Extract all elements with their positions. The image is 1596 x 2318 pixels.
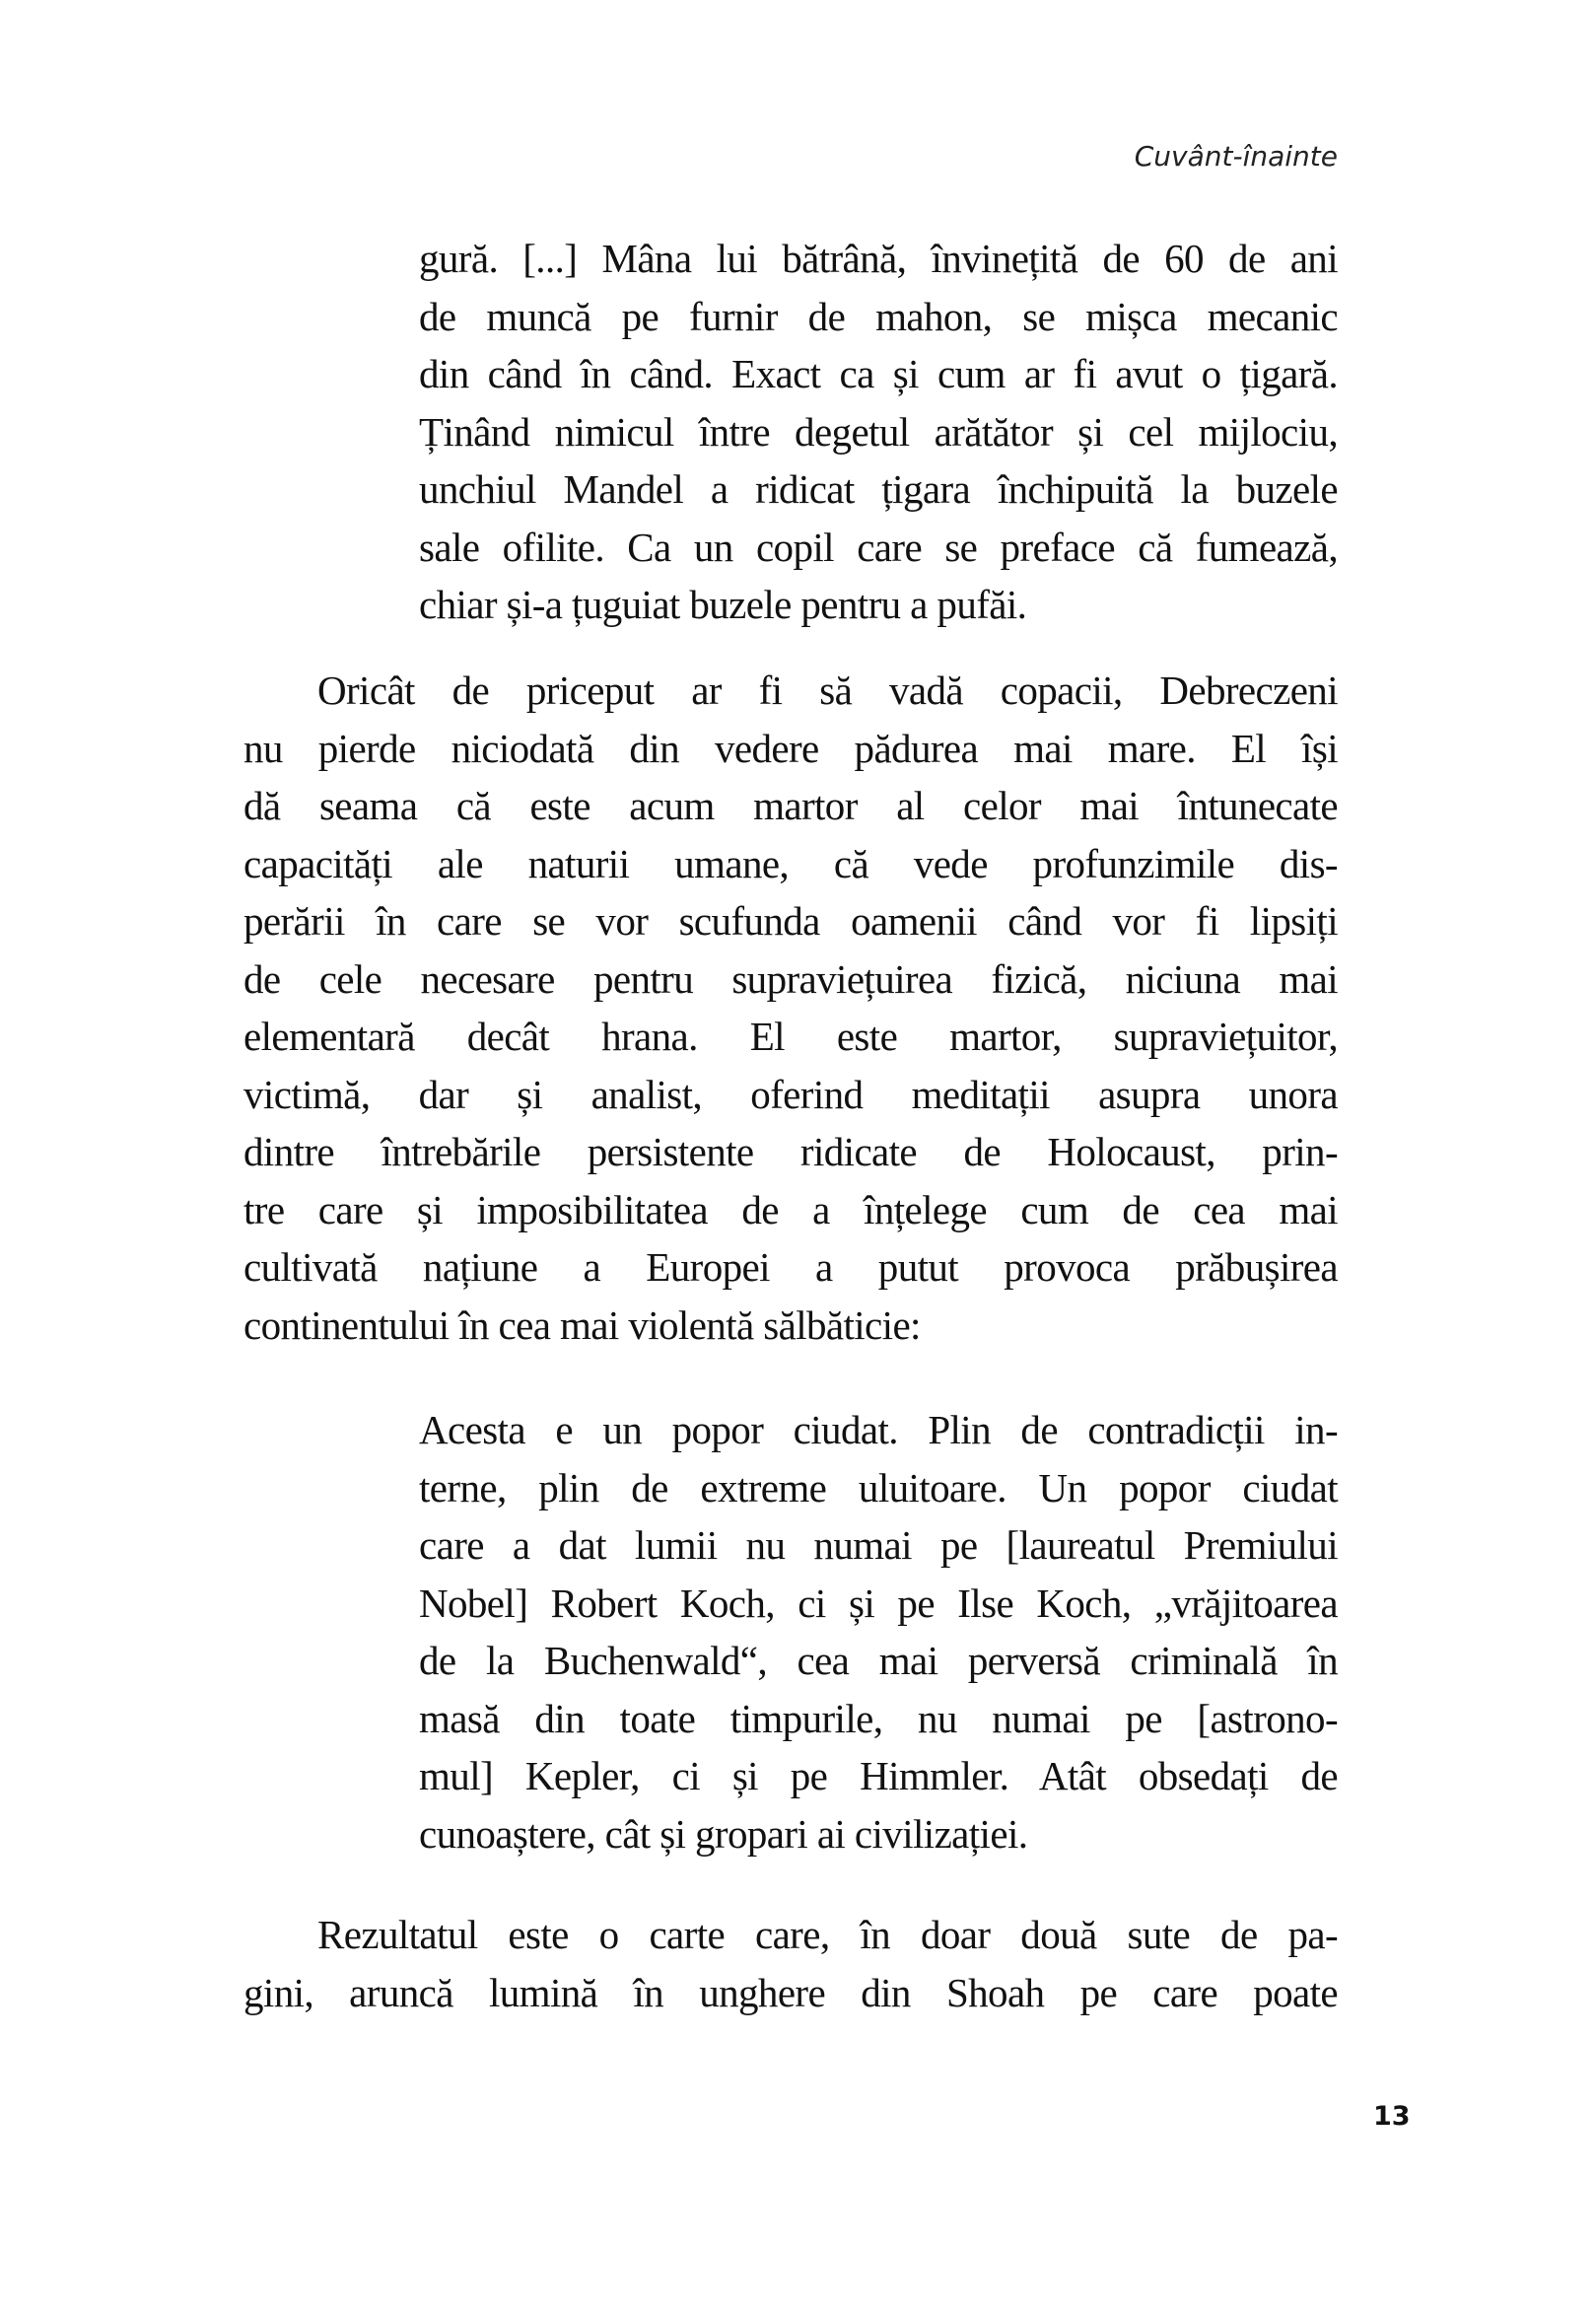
text-line: Nobel] Robert Koch, ci și pe Ilse Koch, „vrăjitoarea [419, 1580, 1338, 1626]
running-head-title: Cuvânt-înainte [1134, 140, 1338, 173]
text-line: Rezultatul este o carte care, în doar două sute de pa- [317, 1912, 1338, 1957]
paragraph-2 [243, 1906, 1338, 2021]
text-line: terne, plin de extreme uluitoare. Un popor ciudat [419, 1464, 1338, 1510]
text-line: gini, aruncă lumină în unghere din Shoah pe care poate [243, 1969, 1338, 2015]
text-line: chiar și-a țuguiat buzele pentru a pufăi. [419, 582, 1027, 627]
block-quote-1 [419, 230, 1338, 634]
block-quote-2 [419, 1401, 1338, 1862]
text-line: capacități ale naturii umane, că vede profunzimile dis- [243, 840, 1338, 886]
text-line: sale ofilite. Ca un copil care se preface că fumează, [419, 524, 1338, 570]
text-line: victimă, dar și analist, oferind meditații asupra unora [243, 1071, 1338, 1117]
text-line: de muncă pe furnir de mahon, se mișca mecanic [419, 293, 1338, 339]
paragraph-1 [243, 662, 1338, 1354]
text-line: perării în care se vor scufunda oamenii când vor fi lipsiți [243, 898, 1338, 944]
text-line: tre care și imposibilitatea de a înțelege cum de cea mai [243, 1186, 1338, 1232]
text-line: Ținând nimicul între degetul arătător și cel mijlociu, [419, 408, 1338, 455]
text-line: din când în când. Exact ca și cum ar fi avut o țigară. [419, 351, 1338, 396]
text-line: continentului în cea mai violentă sălbăticie: [243, 1301, 921, 1348]
text-line: masă din toate timpurile, nu numai pe [astrono- [419, 1695, 1338, 1741]
text-line: de cele necesare pentru supraviețuirea fizică, niciuna mai [243, 955, 1338, 1002]
text-line: cunoaștere, cât și gropari ai civilizației. [419, 1810, 1028, 1857]
text-line: elementară decât hrana. El este martor, supraviețuitor, [243, 1014, 1338, 1059]
text-line: dă seama că este acum martor al celor mai întunecate [243, 783, 1338, 828]
text-line: de la Buchenwald“, cea mai perversă criminală în [419, 1638, 1338, 1683]
text-line: dintre întrebările persistente ridicate de Holocaust, prin- [243, 1129, 1338, 1174]
text-line: Oricât de priceput ar fi să vadă copacii, Debreczeni [317, 667, 1338, 713]
text-line: mul] Kepler, ci și pe Himmler. Atât obsedați de [419, 1753, 1338, 1798]
text-line: Acesta e un popor ciudat. Plin de contradicții in- [419, 1407, 1338, 1452]
text-line: gură. [...] Mâna lui bătrână, învinețită de 60 de ani [419, 236, 1338, 281]
text-line: care a dat lumii nu numai pe [laureatul Premiului [419, 1522, 1338, 1568]
text-line: unchiul Mandel a ridicat țigara închipuită la buzele [419, 466, 1338, 512]
page-number: 13 [1373, 2101, 1411, 2132]
text-line: cultivată națiune a Europei a putut provoca prăbușirea [243, 1244, 1338, 1290]
text-line: nu pierde niciodată din vedere pădurea mai mare. El își [243, 725, 1338, 771]
